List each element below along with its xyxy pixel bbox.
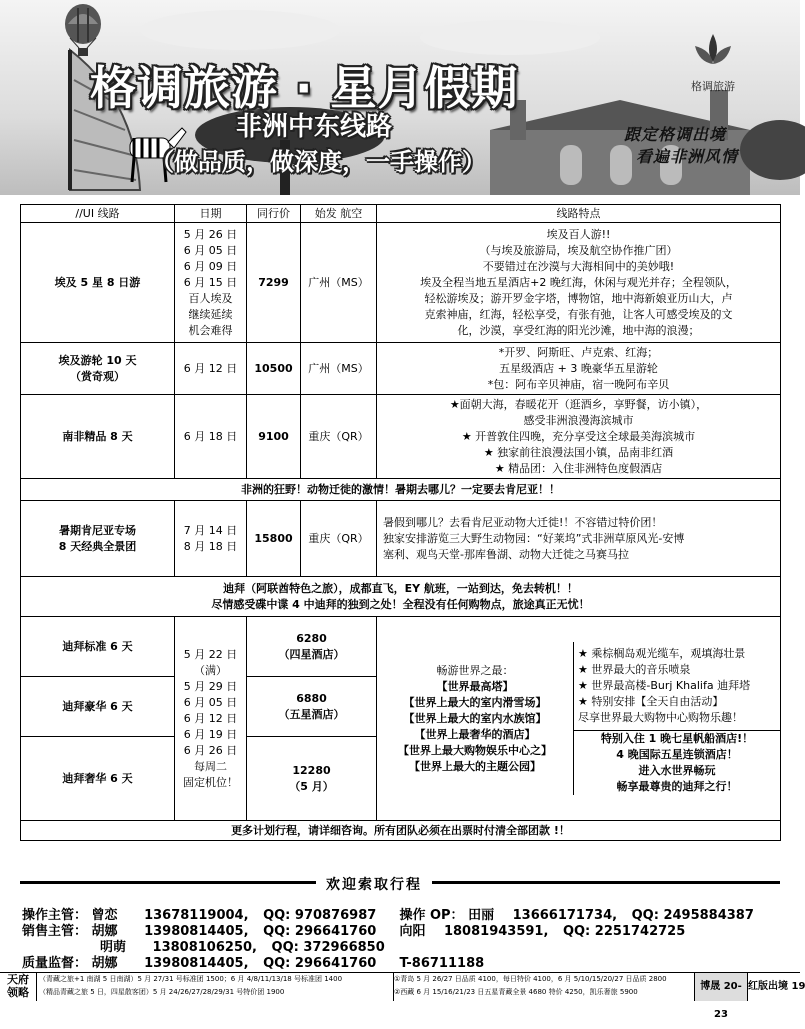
page-range: 博晟 20-23 bbox=[695, 973, 748, 1001]
route-price bbox=[247, 617, 377, 677]
price-note: （五星酒店） bbox=[278, 707, 345, 721]
route-features bbox=[377, 223, 781, 343]
feature-line: 埃及全程当地五星酒店+2 晚红海，休闲与观光并存；全程领队， bbox=[420, 275, 737, 289]
contact-name: 明萌 bbox=[100, 940, 127, 955]
price-note: （5 月） bbox=[289, 779, 334, 793]
contact-role: 质量监督： bbox=[22, 956, 88, 971]
feature-line: 埃及百人游!! bbox=[546, 227, 611, 241]
date-item: 百人埃及 bbox=[188, 291, 233, 305]
route-features bbox=[377, 501, 781, 577]
route-price: 15800 bbox=[247, 501, 301, 577]
route-name-line: 暑期肯尼亚专场 bbox=[59, 523, 136, 537]
feature-line: 暑假到哪儿？去看肯尼亚动物大迁徙!！不容错过特价团！ bbox=[383, 515, 663, 529]
kenya-banner-row bbox=[21, 479, 781, 501]
page-number: 19 bbox=[791, 981, 805, 992]
route-name bbox=[21, 343, 175, 395]
feature-line: （与埃及旅游局，埃及航空协作推广团） bbox=[479, 243, 678, 257]
feature-line: 感受非洲浪漫海滨城市 bbox=[523, 413, 634, 427]
feature-line: 五星级酒店 + 3 晚豪华五星游轮 bbox=[499, 361, 658, 375]
contact-qq: 970876987 bbox=[294, 908, 377, 923]
price-value: 12280 bbox=[292, 763, 331, 777]
contact-qq: 2495884387 bbox=[663, 908, 754, 923]
date-item: 固定机位！ bbox=[183, 775, 238, 789]
strip-ad-line: （青藏之旅+1 南湖 5 日南湖）5 月 27/31 号标准团 1500；6 月 4/8/11/13/18 号标准团 1400 bbox=[39, 975, 343, 983]
col-header-date: 日期 bbox=[175, 205, 247, 223]
brand-logo bbox=[678, 32, 748, 93]
table-row bbox=[21, 395, 781, 479]
date-item: 7 月 14 日 bbox=[183, 523, 238, 537]
bottom-strip-label bbox=[0, 973, 37, 1001]
date-item: 6 月 12 日 bbox=[183, 711, 238, 725]
date-item: 8 月 18 日 bbox=[183, 539, 238, 553]
feature-line: 化，沙漠，享受红海的阳光沙滩，地中海的浪漫； bbox=[457, 323, 700, 337]
page-title: 格调旅游 · 星月假期 bbox=[90, 61, 519, 115]
contact-qq-label: QQ: bbox=[263, 908, 291, 923]
dubai-banner bbox=[21, 577, 781, 617]
kenya-banner: 非洲的狂野！动物迁徙的激情！暑期去哪儿？一定要去肯尼亚！！ bbox=[21, 479, 781, 501]
route-price: 10500 bbox=[247, 343, 301, 395]
feature-line: ★ 世界最大的音乐喷泉 bbox=[578, 663, 691, 676]
contact-name: 胡娜 bbox=[91, 956, 118, 971]
feature-line: ★ 世界最高楼-Burj Khalifa 迪拜塔 bbox=[578, 679, 751, 692]
route-table bbox=[20, 204, 781, 841]
route-departure: 广州（MS） bbox=[301, 343, 377, 395]
feature-line: ★面朝大海，春暖花开（逛酒乡，享野餐，访小镇）， bbox=[449, 397, 708, 411]
table-row bbox=[21, 223, 781, 343]
col-header-price: 同行价 bbox=[247, 205, 301, 223]
col-header-departure: 始发 航空 bbox=[301, 205, 377, 223]
highlight-line: 【世界上最大的室内水族馆】 bbox=[403, 711, 547, 725]
route-dates bbox=[175, 223, 247, 343]
contact-role: 销售主管： bbox=[22, 924, 88, 939]
date-item: 6 月 26 日 bbox=[183, 743, 238, 757]
table-row bbox=[21, 343, 781, 395]
table-header-row bbox=[21, 205, 781, 223]
feature-line: *包：阿布辛贝神庙，宿一晚阿布辛贝 bbox=[487, 377, 670, 391]
lotus-logo-icon bbox=[691, 32, 735, 72]
dubai-banner-line: 迪拜（阿联酋特色之旅），成都直飞，EY 航班，一站到达，免去转机！！ bbox=[223, 581, 578, 595]
route-name: 迪拜标准 6 天 bbox=[21, 617, 175, 677]
route-dates: 6 月 18 日 bbox=[175, 395, 247, 479]
contact-phone: 13666171734, bbox=[512, 908, 618, 923]
dubai-features bbox=[574, 642, 780, 795]
feature-line: ★ 乘棕榈岛观光缆车，观填海壮景 bbox=[578, 647, 746, 660]
welcome-heading: 欢迎索取行程 bbox=[316, 874, 432, 894]
notice-row bbox=[21, 821, 781, 841]
route-name-line: 8 天经典全景团 bbox=[58, 539, 137, 553]
feature-line: ★ 精品团：入住非洲特色度假酒店 bbox=[494, 461, 663, 475]
contact-phone: 13808106250, bbox=[152, 940, 257, 955]
route-departure: 重庆（QR） bbox=[301, 395, 377, 479]
dubai-features-bottom bbox=[574, 731, 780, 795]
highlight-line: 【世界上最大购物娱乐中心之】 bbox=[398, 743, 552, 757]
route-name-line: （赏奇观） bbox=[70, 369, 125, 383]
contact-phone: 13980814405, bbox=[144, 924, 249, 939]
date-item: 每周二 bbox=[194, 759, 227, 773]
contact-role: 操作主管： bbox=[22, 908, 88, 923]
strip-ad-line: ②西藏 6 月 15/16/21/23 日五星青藏全景 4680 特价 4250，凯乐奢旅 5900 bbox=[394, 988, 638, 996]
feature-line: 塞利、观鸟天堂-那库鲁湖、动物大迁徙之马赛马拉 bbox=[383, 547, 629, 561]
highlight-line: 【世界上最大的主题公园】 bbox=[409, 759, 541, 773]
feature-line: 进入水世界畅玩 bbox=[638, 764, 716, 777]
contact-qq: 2251742725 bbox=[594, 924, 686, 939]
price-value: 6880 bbox=[296, 691, 327, 705]
date-item: 6 月 15 日 bbox=[183, 275, 238, 289]
date-item: （满） bbox=[194, 663, 227, 677]
dubai-highlights bbox=[377, 642, 574, 795]
dubai-banner-row bbox=[21, 577, 781, 617]
feature-line: *开罗、阿斯旺、卢克索、红海； bbox=[498, 345, 659, 359]
feature-line: ★ 开普敦住四晚，充分享受这全球最美海滨城市 bbox=[461, 429, 696, 443]
date-item: 5 月 22 日 bbox=[183, 647, 238, 661]
date-item: 5 月 29 日 bbox=[183, 679, 238, 693]
contact-phone: 18081943591, bbox=[443, 924, 549, 939]
cloud-shape bbox=[420, 20, 600, 55]
contact-qq-label: QQ: bbox=[271, 940, 299, 955]
contact-qq-label: QQ: bbox=[562, 924, 591, 939]
route-price: 7299 bbox=[247, 223, 301, 343]
route-price bbox=[247, 677, 377, 737]
feature-line: 4 晚国际五星连锁酒店！ bbox=[616, 748, 738, 761]
route-dates bbox=[175, 501, 247, 577]
route-name-line: 埃及游轮 10 天 bbox=[58, 353, 137, 367]
section-label: 红版出境 bbox=[748, 981, 788, 992]
feature-line: 尽享世界最大购物中心购物乐趣！ bbox=[578, 711, 743, 724]
date-item: 5 月 26 日 bbox=[183, 227, 238, 241]
page-slogan: （做品质，做深度，一手操作） bbox=[150, 148, 486, 176]
feature-line: 独家安排游览三大野生动物园：“好莱坞”式非洲草原风光-安博 bbox=[383, 531, 685, 545]
route-name: 迪拜豪华 6 天 bbox=[21, 677, 175, 737]
strip-ad-line: ①青岛 5 月 26/27 日品质 4100，每日特价 4100，6 月 5/10/15/20/27 日品质 2800 bbox=[394, 975, 667, 983]
table-row bbox=[21, 501, 781, 577]
strip-label-line: 天府 bbox=[7, 973, 29, 986]
route-features bbox=[377, 617, 781, 821]
bottom-ad-strip bbox=[0, 972, 805, 1020]
strip-label-line: 领略 bbox=[7, 986, 29, 999]
tagline-line1: 跟定格调出境 bbox=[624, 125, 727, 144]
price-value: 6280 bbox=[296, 631, 327, 645]
route-departure: 重庆（QR） bbox=[301, 501, 377, 577]
date-item: 机会难得 bbox=[188, 323, 233, 337]
contact-role: 操作 OP： bbox=[399, 908, 464, 923]
contact-row bbox=[22, 952, 484, 971]
contact-qq-label: QQ: bbox=[631, 908, 659, 923]
contact-qq: 372966850 bbox=[303, 940, 385, 955]
header-banner bbox=[0, 0, 800, 195]
col-header-features: 线路特点 bbox=[377, 205, 781, 223]
highlight-line: 【世界上最大的室内滑雪场】 bbox=[403, 695, 547, 709]
cloud-shape bbox=[140, 10, 340, 50]
notice-text: 更多计划行程，请详细咨询。所有团队必须在出票时付清全部团款 !！ bbox=[21, 821, 781, 841]
strip-ad-line: （精品青藏之旅 5 日，四星散客团）5 月 24/26/27/28/29/31 号特价团 1900 bbox=[39, 988, 285, 996]
route-departure: 广州（MS） bbox=[301, 223, 377, 343]
feature-line: 轻松游埃及；游开罗金字塔，博物馆，地中海新娘亚历山大，卢 bbox=[424, 291, 733, 305]
feature-line: 不要错过在沙漠与大海相间中的美妙哦! bbox=[482, 259, 675, 273]
highlight-line: 畅游世界之最： bbox=[436, 663, 514, 677]
route-name: 埃及 5 星 8 日游 bbox=[21, 223, 175, 343]
section-footer bbox=[748, 973, 805, 1001]
route-name: 南非精品 8 天 bbox=[21, 395, 175, 479]
route-name bbox=[21, 501, 175, 577]
date-item: 6 月 05 日 bbox=[183, 243, 238, 257]
date-item: 继续延续 bbox=[188, 307, 233, 321]
contact-name: 曾恋 bbox=[91, 908, 118, 923]
contact-qq-label: QQ: bbox=[263, 956, 291, 971]
date-item: 6 月 09 日 bbox=[183, 259, 238, 273]
feature-line: 特别入住 1 晚七星帆船酒店!！ bbox=[600, 732, 754, 745]
feature-line: 克索神庙，红海，轻松享受，有张有弛，让客人可感受埃及的文 bbox=[424, 307, 733, 321]
contact-qq: 296641760 bbox=[294, 956, 377, 971]
bottom-strip-ad-1 bbox=[37, 973, 394, 1001]
col-header-route: //UI 线路 bbox=[21, 205, 175, 223]
date-item: 6 月 05 日 bbox=[183, 695, 238, 709]
contact-name: 田丽 bbox=[468, 908, 495, 923]
price-note: （四星酒店） bbox=[278, 647, 345, 661]
route-price: 9100 bbox=[247, 395, 301, 479]
contact-phone: 13980814405, bbox=[144, 956, 249, 971]
contact-qq-label: QQ: bbox=[263, 924, 291, 939]
page-subtitle: 非洲中东线路 bbox=[236, 112, 393, 142]
feature-line: ★ 独家前往浪漫法国小镇，品南非红酒 bbox=[483, 445, 674, 459]
contact-phone: 13678119004, bbox=[144, 908, 249, 923]
route-price bbox=[247, 737, 377, 821]
dubai-banner-line: 尽情感受碟中谍 4 中迪拜的独到之处！全程没有任何购物点，旅途真正无忧！ bbox=[211, 597, 590, 611]
route-dates: 6 月 12 日 bbox=[175, 343, 247, 395]
bottom-strip-ad-2 bbox=[392, 973, 695, 1001]
dubai-features-top bbox=[574, 642, 780, 731]
route-features bbox=[377, 343, 781, 395]
highlight-line: 【世界最高塔】 bbox=[436, 679, 514, 693]
contact-name: 胡娜 bbox=[91, 924, 118, 939]
date-item: 6 月 19 日 bbox=[183, 727, 238, 741]
route-dates bbox=[175, 617, 247, 821]
contact-qq: 296641760 bbox=[294, 924, 377, 939]
feature-line: 畅享最尊贵的迪拜之行！ bbox=[616, 780, 738, 793]
tagline-line2: 看遍非洲风情 bbox=[636, 147, 739, 166]
contact-phone: T-86711188 bbox=[399, 956, 485, 971]
route-name: 迪拜奢华 6 天 bbox=[21, 737, 175, 821]
highlight-line: 【世界上最奢华的酒店】 bbox=[414, 727, 536, 741]
table-row bbox=[21, 617, 781, 677]
logo-name: 格调旅游 bbox=[691, 80, 735, 93]
route-features bbox=[377, 395, 781, 479]
contact-name: 向阳 bbox=[399, 924, 426, 939]
feature-line: ★ 特别安排【全天自由活动】 bbox=[578, 695, 724, 708]
